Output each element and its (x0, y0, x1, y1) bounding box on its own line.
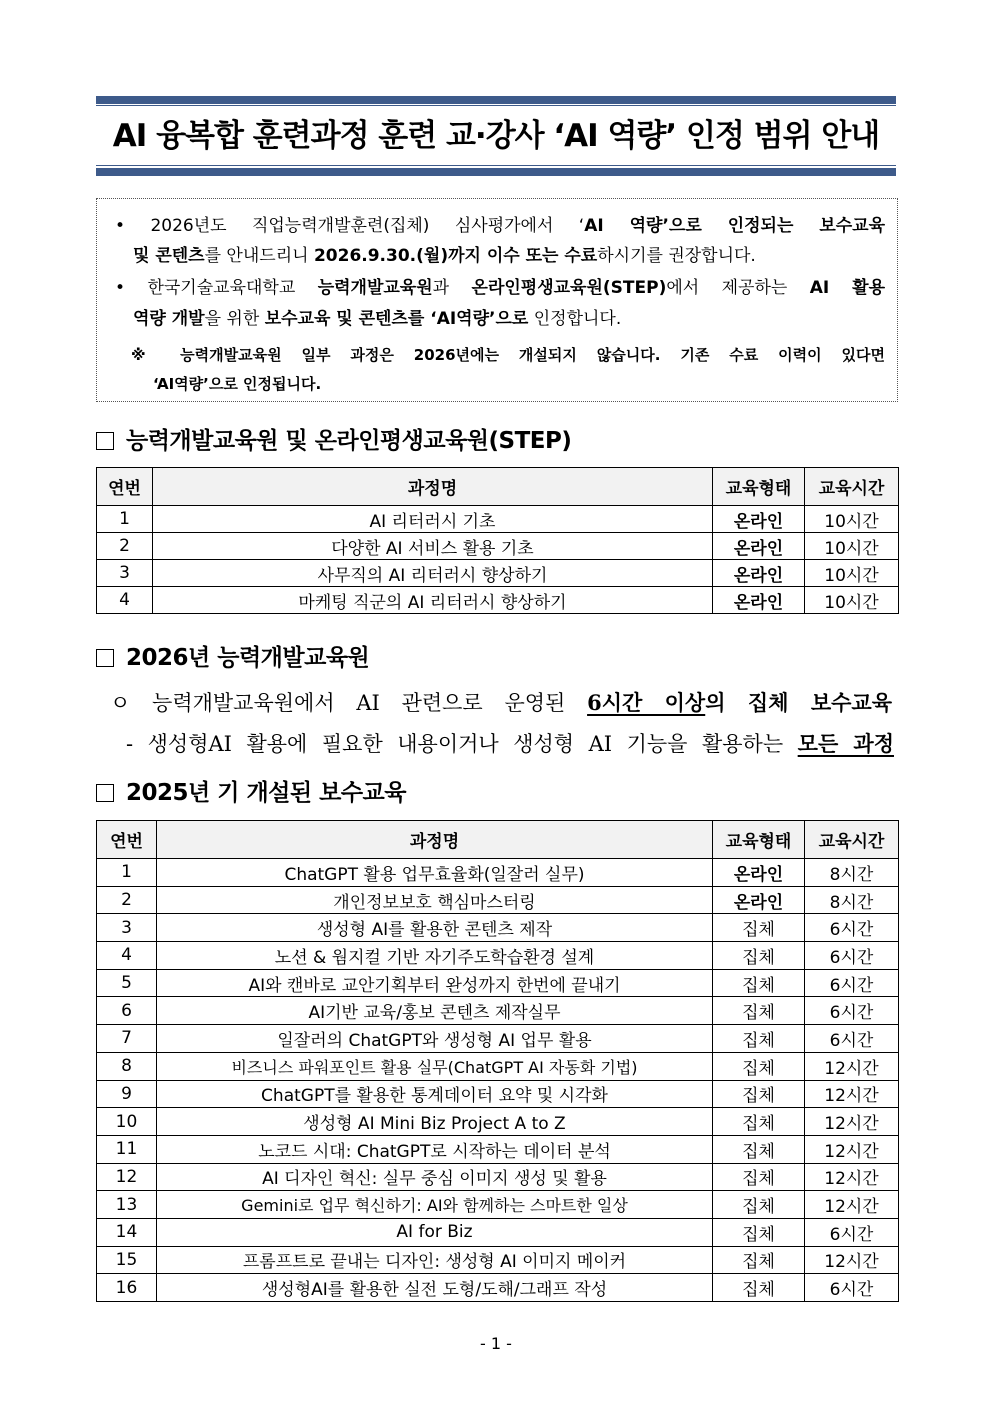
cell-name: 생성형 AI Mini Biz Project A to Z (157, 1108, 713, 1136)
notice-bullet-1-line-2 (133, 241, 885, 271)
cell-no: 6 (97, 997, 157, 1025)
header-type: 교육형태 (713, 468, 805, 506)
cell-type: 집체 (713, 1191, 805, 1219)
table-row (97, 1246, 899, 1274)
section-3-heading (96, 776, 406, 810)
table-row (97, 1218, 899, 1246)
cell-no: 12 (97, 1163, 157, 1191)
cell-type: 집체 (713, 1135, 805, 1163)
cell-type: 집체 (713, 914, 805, 942)
cell-hours: 6시간 (805, 1274, 899, 1302)
header-hours: 교육시간 (805, 468, 899, 506)
cell-hours: 6시간 (805, 942, 899, 970)
table-row (97, 1135, 899, 1163)
table-row (97, 914, 899, 942)
cell-hours: 6시간 (805, 997, 899, 1025)
cell-no: 15 (97, 1246, 157, 1274)
table-row (97, 1274, 899, 1302)
header-no: 연번 (97, 821, 157, 859)
cell-no: 7 (97, 1025, 157, 1053)
table-row (97, 1080, 899, 1108)
cell-type: 온라인 (713, 560, 805, 587)
cell-type: 집체 (713, 1163, 805, 1191)
header-name: 과정명 (157, 821, 713, 859)
cell-type: 온라인 (713, 587, 805, 614)
cell-hours: 10시간 (805, 533, 899, 560)
section-2-title: 2026년 능력개발교육원 (126, 645, 370, 671)
document-title: AI 융복합 훈련과정 훈련 교·강사 ‘AI 역량’ 인정 범위 안내 (112, 118, 880, 154)
header-type: 교육형태 (713, 821, 805, 859)
cell-hours: 6시간 (805, 969, 899, 997)
cell-no: 4 (97, 587, 153, 614)
table-row (97, 942, 899, 970)
cell-type: 집체 (713, 1025, 805, 1053)
notice-text: 인정합니다. (528, 309, 622, 329)
cell-hours: 12시간 (805, 1191, 899, 1219)
table-row (97, 506, 899, 533)
table-row (97, 859, 899, 887)
header-hours: 교육시간 (805, 821, 899, 859)
cell-name: AI와 캔바로 교안기획부터 완성까지 한번에 끝내기 (157, 969, 713, 997)
table-row (97, 1108, 899, 1136)
section-1-heading (96, 424, 571, 458)
cell-no: 8 (97, 1052, 157, 1080)
notice-emphasis: 보수교육 및 콘텐츠를 ‘AI역량’으로 (264, 309, 529, 329)
notice-text: • 2026년도 직업능력개발훈련(집체) 심사평가에서 ‘ (115, 216, 585, 236)
cell-name: 개인정보보호 핵심마스터링 (157, 886, 713, 914)
cell-hours: 12시간 (805, 1080, 899, 1108)
notice-note-line-2: ‘AI역량’으로 인정됩니다. (153, 375, 322, 393)
cell-no: 14 (97, 1218, 157, 1246)
cell-hours: 12시간 (805, 1163, 899, 1191)
notice-emphasis: 역량 개발 (133, 309, 205, 329)
item-emphasis-underlined: 모든 과정 (797, 731, 894, 756)
cell-type: 집체 (713, 1274, 805, 1302)
cell-hours: 6시간 (805, 1218, 899, 1246)
table-row (97, 533, 899, 560)
item-emphasis-underlined: 6시간 이상 (587, 690, 706, 715)
cell-name: 노코드 시대: ChatGPT로 시작하는 데이터 분석 (157, 1135, 713, 1163)
item-emphasis: 의 집체 보수교육 (705, 690, 893, 715)
section-2-item-1 (110, 686, 892, 720)
table-row (97, 1052, 899, 1080)
notice-text: 에서 제공하는 (666, 278, 810, 298)
section-1-table (96, 467, 899, 614)
notice-note-line-1: ※ 능력개발교육원 일부 과정은 2026년에는 개설되지 않습니다. 기존 수료 이력이 있다면 (131, 346, 885, 364)
cell-name: ChatGPT를 활용한 통계데이터 요약 및 시각화 (157, 1080, 713, 1108)
cell-name: AI for Biz (157, 1218, 713, 1246)
cell-name: 노션 & 웜지컬 기반 자기주도학습환경 설계 (157, 942, 713, 970)
cell-no: 5 (97, 969, 157, 997)
notice-bullet-2-line-1 (115, 273, 885, 303)
cell-hours: 8시간 (805, 859, 899, 887)
cell-no: 4 (97, 942, 157, 970)
notice-bullet-1-line-1 (115, 211, 885, 241)
cell-hours: 6시간 (805, 1025, 899, 1053)
cell-hours: 6시간 (805, 914, 899, 942)
section-2-heading (96, 641, 369, 675)
table-row (97, 969, 899, 997)
notice-emphasis: 2026.9.30.(월)까지 이수 또는 수료 (313, 246, 598, 266)
cell-no: 3 (97, 914, 157, 942)
cell-type: 집체 (713, 997, 805, 1025)
cell-name: AI기반 교육/홍보 콘텐츠 제작실무 (157, 997, 713, 1025)
checkbox-square-icon (96, 784, 114, 802)
cell-name: 프롬프트로 끝내는 디자인: 생성형 AI 이미지 메이커 (157, 1246, 713, 1274)
cell-name: 마케팅 직군의 AI 리터러시 향상하기 (153, 587, 713, 614)
cell-type: 집체 (713, 1052, 805, 1080)
cell-type: 집체 (713, 969, 805, 997)
notice-box (96, 198, 898, 402)
notice-emphasis: AI 활용 (809, 278, 886, 298)
cell-name: 생성형AI를 활용한 실전 도형/도해/그래프 작성 (157, 1274, 713, 1302)
notice-emphasis: AI 역량’으로 인정되는 보수교육 (584, 216, 886, 236)
cell-hours: 8시간 (805, 886, 899, 914)
cell-no: 2 (97, 533, 153, 560)
notice-bullet-2-line-2 (133, 304, 885, 334)
cell-hours: 10시간 (805, 506, 899, 533)
cell-type: 집체 (713, 1080, 805, 1108)
cell-hours: 12시간 (805, 1135, 899, 1163)
cell-name: 사무직의 AI 리터러시 향상하기 (153, 560, 713, 587)
cell-name: 생성형 AI를 활용한 콘텐츠 제작 (157, 914, 713, 942)
section-1-title: 능력개발교육원 및 온라인평생교육원(STEP) (126, 428, 572, 454)
section-3-title: 2025년 기 개설된 보수교육 (126, 780, 406, 806)
cell-name: AI 리터러시 기초 (153, 506, 713, 533)
notice-text: 과 (432, 278, 472, 298)
cell-name: AI 디자인 혁신: 실무 중심 이미지 생성 및 활용 (157, 1163, 713, 1191)
cell-no: 3 (97, 560, 153, 587)
table-row (97, 587, 899, 614)
table-row (97, 1025, 899, 1053)
table-row (97, 886, 899, 914)
notice-emphasis: 온라인평생교육원(STEP) (471, 278, 667, 298)
cell-name: 다양한 AI 서비스 활용 기초 (153, 533, 713, 560)
cell-type: 집체 (713, 1246, 805, 1274)
cell-no: 10 (97, 1108, 157, 1136)
cell-name: Gemini로 업무 혁신하기: AI와 함께하는 스마트한 일상 (157, 1191, 713, 1219)
cell-type: 온라인 (713, 886, 805, 914)
notice-emphasis: 능력개발교육원 (317, 278, 433, 298)
page-number: - 1 - (480, 1334, 512, 1353)
section-3-table (96, 820, 899, 1302)
title-rule-bottom (96, 168, 896, 176)
cell-type: 집체 (713, 1108, 805, 1136)
item-text: ㅇ 능력개발교육원에서 AI 관련으로 운영된 (110, 691, 588, 715)
item-text: - 생성형AI 활용에 필요한 내용이거나 생성형 AI 기능을 활용하는 (126, 732, 798, 756)
cell-name: 일잘러의 ChatGPT와 생성형 AI 업무 활용 (157, 1025, 713, 1053)
table-header-row (97, 468, 899, 506)
cell-hours: 10시간 (805, 560, 899, 587)
cell-type: 온라인 (713, 859, 805, 887)
cell-hours: 10시간 (805, 587, 899, 614)
section-2-item-2 (126, 727, 894, 761)
header-no: 연번 (97, 468, 153, 506)
table-header-row (97, 821, 899, 859)
cell-name: 비즈니스 파워포인트 활용 실무(ChatGPT AI 자동화 기법) (157, 1052, 713, 1080)
notice-text: • 한국기술교육대학교 (115, 278, 318, 298)
cell-type: 집체 (713, 1218, 805, 1246)
cell-no: 13 (97, 1191, 157, 1219)
title-rule-top (96, 96, 896, 104)
cell-no: 16 (97, 1274, 157, 1302)
notice-text: 하시기를 권장합니다. (597, 246, 756, 266)
cell-no: 1 (97, 506, 153, 533)
header-name: 과정명 (153, 468, 713, 506)
cell-type: 온라인 (713, 506, 805, 533)
table-row (97, 1191, 899, 1219)
table-row (97, 560, 899, 587)
cell-type: 온라인 (713, 533, 805, 560)
cell-name: ChatGPT 활용 업무효율화(일잘러 실무) (157, 859, 713, 887)
notice-text: 를 안내드리니 (204, 246, 314, 266)
checkbox-square-icon (96, 432, 114, 450)
cell-no: 2 (97, 886, 157, 914)
cell-hours: 12시간 (805, 1108, 899, 1136)
table-row (97, 997, 899, 1025)
cell-hours: 12시간 (805, 1052, 899, 1080)
cell-no: 1 (97, 859, 157, 887)
notice-emphasis: 및 콘텐츠 (133, 246, 205, 266)
notice-text: 을 위한 (204, 309, 265, 329)
cell-no: 11 (97, 1135, 157, 1163)
table-row (97, 1163, 899, 1191)
cell-type: 집체 (713, 942, 805, 970)
cell-no: 9 (97, 1080, 157, 1108)
checkbox-square-icon (96, 649, 114, 667)
cell-hours: 12시간 (805, 1246, 899, 1274)
